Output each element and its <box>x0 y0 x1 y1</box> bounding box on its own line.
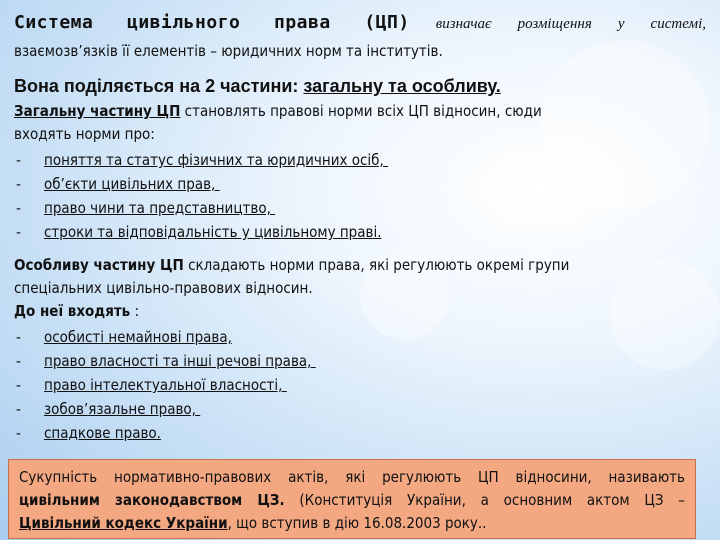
list-item-text: спадкове право. <box>44 424 161 442</box>
special-title: Особливу частину ЦП <box>14 256 184 274</box>
callout-line-3 <box>19 512 685 535</box>
intro-rest: визначає розміщення у системі, <box>409 16 706 32</box>
special-line1: складають норми права, які регулюють окремі групи <box>183 256 570 274</box>
dash-bullet: - <box>16 424 21 442</box>
general-line1: становлять правові норми всіх ЦП відносин, сюди <box>180 102 542 120</box>
general-title: Загальну частину ЦП <box>14 102 181 120</box>
callout-line-2 <box>19 489 685 512</box>
includes-colon: : <box>130 302 140 320</box>
dash-bullet: - <box>16 376 21 394</box>
special-paragraph <box>14 254 706 323</box>
dash-bullet: - <box>16 151 21 169</box>
list-item-text: зобов’язальне право, <box>44 400 201 418</box>
list-item-text: поняття та статус фізичних та юридичних осіб, <box>44 151 389 169</box>
dash-bullet: - <box>16 328 21 346</box>
special-line2: спеціальних цивільно-правових відносин. <box>14 279 313 297</box>
dash-bullet: - <box>16 223 21 241</box>
callout-line-1: Сукупність нормативно-правових актів, які регулюють ЦП відносини, називають <box>19 468 685 486</box>
list-item-text: право чини та представництво, <box>44 199 276 217</box>
callout-line-3-rest: , що вступив в дію 16.08.2003 року.. <box>227 514 487 532</box>
legislation-callout-box <box>8 459 696 539</box>
includes-label: До неї входять <box>14 302 131 320</box>
callout-line-2-rest: (Конституція України, а основним актом ЦЗ – <box>284 491 685 509</box>
list-item-text: об’єкти цивільних прав, <box>44 175 220 193</box>
list-item-text: особисті немайнові права, <box>44 328 232 346</box>
civil-code-link: Цивільний кодекс України <box>19 514 228 532</box>
intro-line-1 <box>14 9 706 38</box>
parts-lead: Вона поділяється на 2 частини: <box>14 76 304 96</box>
intro-line-2: взаємозв’язків її елементів – юридичних норм та інститутів. <box>14 42 443 60</box>
callout-term: цивільним законодавством ЦЗ. <box>19 491 285 509</box>
general-paragraph <box>14 100 706 146</box>
list-item-text: право інтелектуальної власності, <box>44 376 287 394</box>
parts-heading <box>14 74 501 98</box>
dash-bullet: - <box>16 352 21 370</box>
dash-bullet: - <box>16 199 21 217</box>
parts-emphasis: загальну та особливу. <box>303 76 501 96</box>
general-line2: входять норми про: <box>14 125 155 143</box>
dash-bullet: - <box>16 400 21 418</box>
list-item-text: строки та відповідальність у цивільному праві. <box>44 223 382 241</box>
dash-bullet: - <box>16 175 21 193</box>
intro-lead: Система цивільного права (ЦП) <box>14 12 410 33</box>
list-item-text: право власності та інші речові права, <box>44 352 316 370</box>
